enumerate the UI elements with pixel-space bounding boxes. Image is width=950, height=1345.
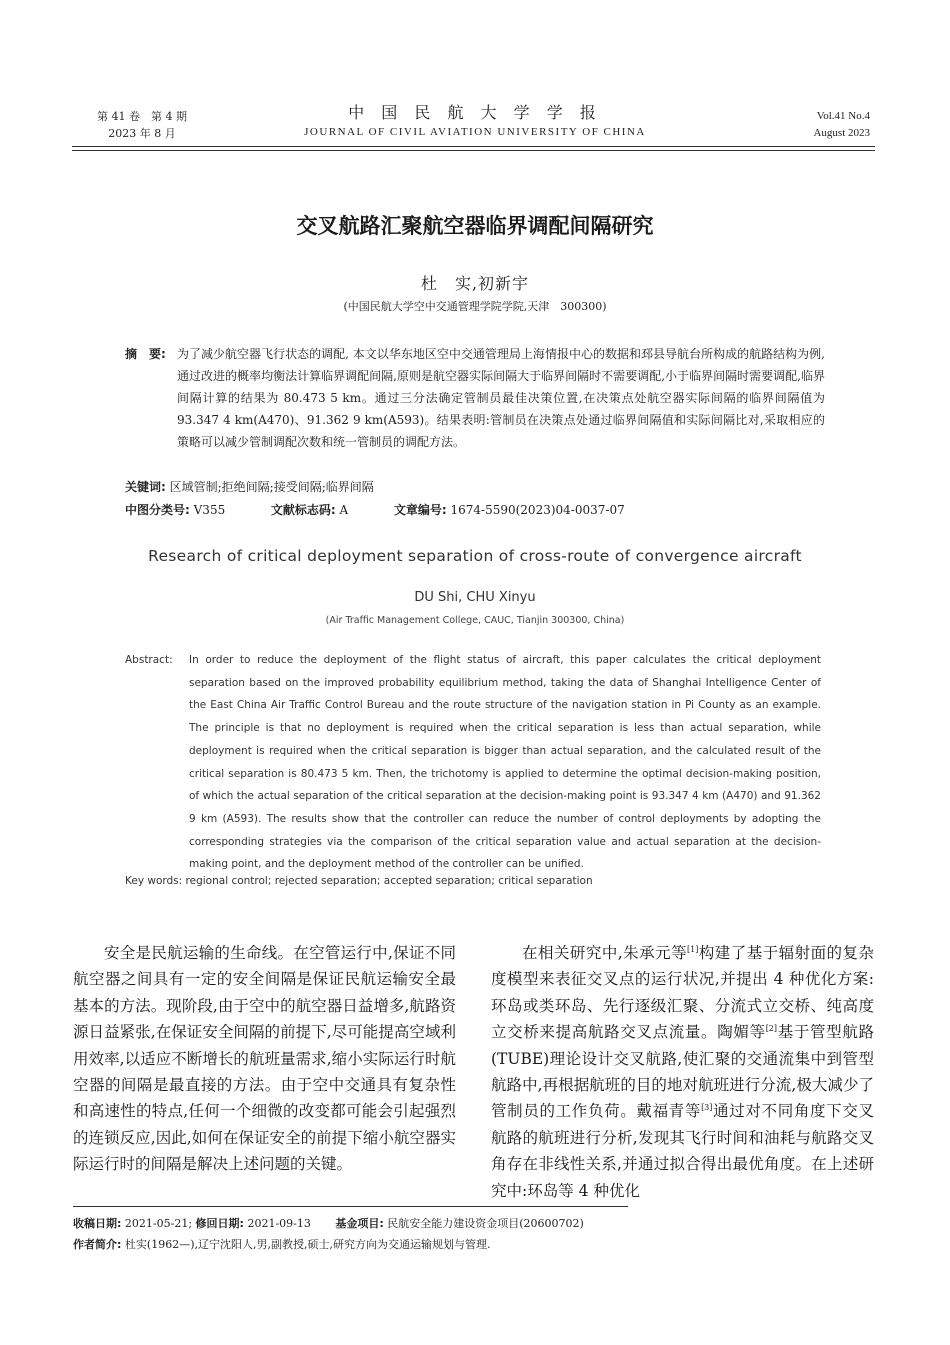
abstract-en-text: In order to reduce the deployment of the flight status of aircraft, this paper calculates the critical deployment separation based on the improved probability equilibrium method, taking the data of Shanghai Intelligence Center of the East China Air Traffic Control Bureau and the route structure of the navigation station in Pi County as an example. The principle is that no deployment is required when the critical separation is less than actual separation, while deployment is required when the critical separation is bigger than actual separation, and the calculated result of the critical separation is 80.473 5 km. Then, the trichotomy is applied to determine the optimal decision-making position, of which the actual separation of the critical separation at the decision-making point is 93.347 4 km (A470) and 91.362 9 km (A593). The results show that the controller can reduce the number of control deployments by adopting the corresponding strategies via the comparison of the critical separation value and actual separation at the decision-making point, and the deployment method of the controller can be unified.	[189, 654, 821, 871]
body-text: 在相关研究中,朱承元等	[522, 944, 688, 962]
abstract-cn-text: 为了减少航空器飞行状态的调配, 本文以华东地区空中交通管理局上海情报中心的数据和邳县导航台所构成的航路结构为例,通过改进的概率均衡法计算临界调配间隔,原则是航空器实际间隔大于临界间隔时不需要调配,小于临界间隔时需要调配,临界间隔计算的结果为 80.473 5 km。通过三分法确定管制员最佳决策位置,在决策点处航空器实际间隔的临界间隔值为 93.347 4 km(A470)、91.362 9 km(A593)。结果表明:管制员在决策点处通过临界间隔值和实际间隔比对,采取相应的策略可以减少管制调配次数和统一管制员的调配方法。	[177, 347, 825, 449]
author-bio-label: 作者简介:	[73, 1238, 122, 1251]
revised-label: 修回日期:	[195, 1217, 244, 1230]
keywords-cn-text: 区域管制;拒绝间隔;接受间隔;临界间隔	[169, 480, 374, 494]
citation-ref[interactable]: [2]	[765, 1024, 778, 1034]
abstract-cn	[125, 343, 825, 449]
affiliation: (中国民航大学空中交通管理学院学院,天津 300300)	[343, 300, 607, 313]
article-id-value: 1674-5590(2023)04-0037-07	[450, 503, 625, 517]
classification-line	[125, 501, 825, 518]
authors: 杜 实,初新宇	[420, 274, 530, 293]
journal-name-cn: 中 国 民 航 大 学 学 报	[348, 103, 602, 122]
abstract-en-label: Abstract:	[125, 654, 173, 666]
citation-ref[interactable]: [1]	[687, 944, 699, 954]
revised-value: 2021-09-13	[247, 1217, 311, 1230]
journal-name-en: JOURNAL OF CIVIL AVIATION UNIVERSITY OF CHINA	[304, 126, 646, 138]
body-column-left	[73, 940, 456, 1178]
citation-ref[interactable]: [3]	[701, 1103, 713, 1113]
keywords-cn-label: 关键词:	[125, 480, 166, 494]
header-journal	[250, 102, 700, 140]
header-rule-thin	[72, 150, 875, 151]
body-text: 基于管型航路(TUBE)理论设计交叉航路,使汇聚的交通流集中到管型航路中,再根据航班的目的地对航班进行分流,极大减少了管制员的工作负荷。戴福青等	[491, 1023, 874, 1121]
footnote-author	[73, 1236, 490, 1254]
body-text: 通过对不同角度下交叉航路的航班进行分析,发现其飞行时间和油耗与航路交叉角存在非线性关系,并通过拟合得出最优角度。在上述研究中:环岛等 4 种优化	[491, 1102, 874, 1200]
related-work-paragraph	[491, 940, 874, 1204]
abstract-cn-label: 摘 要:	[125, 347, 166, 361]
footnote-dates	[73, 1215, 584, 1233]
body-column-right	[491, 940, 874, 1204]
keywords-en-text: regional control; rejected separation; accepted separation; critical separation	[185, 875, 593, 887]
authors-en: DU Shi, CHU Xinyu	[414, 590, 536, 605]
header-volume-info	[92, 108, 192, 142]
header-volume-issue: 第 41 卷 第 4 期	[97, 110, 187, 123]
fund-label: 基金项目:	[335, 1217, 384, 1230]
doc-code-label: 文献标志码:	[270, 503, 336, 517]
header-volume-info-en	[770, 108, 870, 142]
article-id-label: 文章编号:	[393, 503, 447, 517]
keywords-en-label: Key words:	[125, 875, 183, 887]
clc-label: 中图分类号:	[125, 503, 190, 517]
keywords-en	[125, 875, 593, 887]
doc-code-value: A	[339, 503, 349, 517]
intro-paragraph: 安全是民航运输的生命线。在空管运行中,保证不同航空器之间具有一定的安全间隔是保证民航运输安全最基本的方法。现阶段,由于空中的航空器日益增多,航路资源日益紧张,在保证安全间隔的前提下,尽可能提高空域利用效率,以适应不断增长的航班量需求,缩小实际运行时航空器的间隔是最直接的方法。由于空中交通具有复杂性和高速性的特点,任何一个细微的改变都可能会引起强烈的连锁反应,因此,如何在保证安全的前提下缩小航空器实际运行时的间隔是解决上述问题的关键。	[73, 944, 456, 1174]
received-value: 2021-05-21;	[124, 1217, 193, 1230]
clc-value: V355	[193, 503, 226, 517]
fund-value: 民航安全能力建设资金项目(20600702)	[387, 1217, 584, 1230]
paper-title: 交叉航路汇聚航空器临界调配间隔研究	[296, 214, 654, 238]
header-date-en: August 2023	[813, 127, 870, 139]
keywords-cn	[125, 478, 374, 495]
body-text: 构建了基于辐射面的复杂度模型来表征交叉点的运行状况,并提出 4 种优化方案:环岛或类环岛、先行逐级汇聚、分流式立交桥、纯高度立交桥来提高航路交叉点流量。陶媚等	[491, 944, 874, 1042]
received-label: 收稿日期:	[73, 1217, 122, 1230]
author-bio-value: 杜实(1962—),辽宁沈阳人,男,副教授,硕士,研究方向为交通运输规划与管理.	[124, 1238, 491, 1251]
header-rule-thick	[72, 146, 875, 147]
header-volume-issue-en: Vol.41 No.4	[816, 110, 870, 122]
affiliation-en: (Air Traffic Management College, CAUC, Tianjin 300300, China)	[325, 615, 625, 626]
header-date: 2023 年 8 月	[108, 127, 176, 140]
paper-title-en: Research of critical deployment separation of cross-route of convergence aircraft	[148, 547, 802, 565]
footnote-rule	[73, 1206, 628, 1207]
